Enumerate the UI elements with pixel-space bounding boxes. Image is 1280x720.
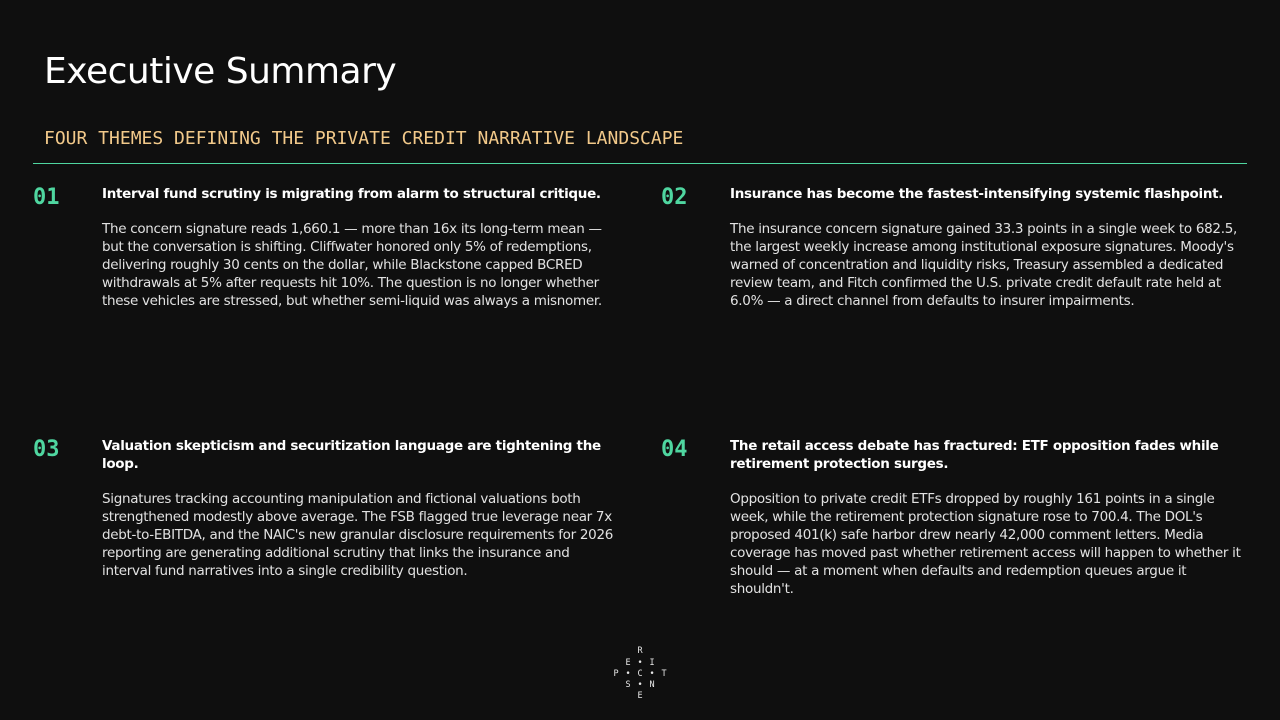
theme-number: 03 xyxy=(33,437,60,462)
logo-letter: P xyxy=(613,669,619,679)
theme-body: Signatures tracking accounting manipulation and fictional valuations both strengthened modestly above average. The FSB flagged true leverage near 7x debt-to-EBITDA, and the NAIC's new granular disclosure requirements for 2026 reporting are generating additional scrutiny that links the insurance and interval fund narratives into a single credibility question. xyxy=(102,491,614,579)
logo-dot: • xyxy=(637,658,643,668)
theme-content xyxy=(102,437,617,580)
logo-letter: N xyxy=(649,680,655,690)
logo-letter: E xyxy=(625,658,631,668)
theme-heading: Insurance has become the fastest-intensifying systemic flashpoint. xyxy=(730,186,1224,202)
theme-content xyxy=(730,437,1250,598)
header-divider xyxy=(33,163,1247,164)
logo-letter: T xyxy=(661,669,667,679)
theme-heading: Interval fund scrutiny is migrating from alarm to structural critique. xyxy=(102,186,601,202)
logo-dot: • xyxy=(637,680,643,690)
theme-content xyxy=(102,185,617,310)
theme-body: The concern signature reads 1,660.1 — more than 16x its long-term mean — but the conversation is shifting. Cliffwater honored only 5% of redemptions, delivering roughly 30 cents on the dollar, while Blackstone capped BCRED withdrawals at 5% after requests hit 10%. The question is no longer whether these vehicles are stressed, but whether semi-liquid was always a misnomer. xyxy=(102,221,602,309)
logo-letter: I xyxy=(649,658,655,668)
logo-dot: • xyxy=(625,669,631,679)
theme-heading: The retail access debate has fractured: ETF opposition fades while retirement protection surges. xyxy=(730,438,1219,472)
logo-letter: C xyxy=(637,669,643,679)
logo-letter: R xyxy=(637,646,643,656)
theme-heading: Valuation skepticism and securitization language are tightening the loop. xyxy=(102,438,601,472)
theme-content xyxy=(730,185,1250,310)
theme-body: The insurance concern signature gained 33.3 points in a single week to 682.5, the largest weekly increase among institutional exposure signatures. Moody's warned of concentration and liquidity risks, Treasury assembled a dedicated review team, and Fitch confirmed the U.S. private credit default rate held at 6.0% — a direct channel from defaults to insurer impairments. xyxy=(730,221,1237,309)
theme-body: Opposition to private credit ETFs dropped by roughly 161 points in a single week, while the retirement protection signature rose to 700.4. The DOL's proposed 401(k) safe harbor drew nearly 42,000 comment letters. Media coverage has moved past whether retirement access will happen to whether it should — at a moment when defaults and redemption queues argue it shouldn't. xyxy=(730,491,1241,597)
logo-dot: • xyxy=(649,669,655,679)
logo-letter: E xyxy=(637,691,643,701)
brand-logo xyxy=(610,646,670,700)
theme-number: 01 xyxy=(33,185,60,210)
page-subtitle: FOUR THEMES DEFINING THE PRIVATE CREDIT NARRATIVE LANDSCAPE xyxy=(44,128,684,149)
logo-letter: S xyxy=(625,680,631,690)
page-title: Executive Summary xyxy=(44,51,397,92)
theme-number: 02 xyxy=(661,185,688,210)
theme-number: 04 xyxy=(661,437,688,462)
